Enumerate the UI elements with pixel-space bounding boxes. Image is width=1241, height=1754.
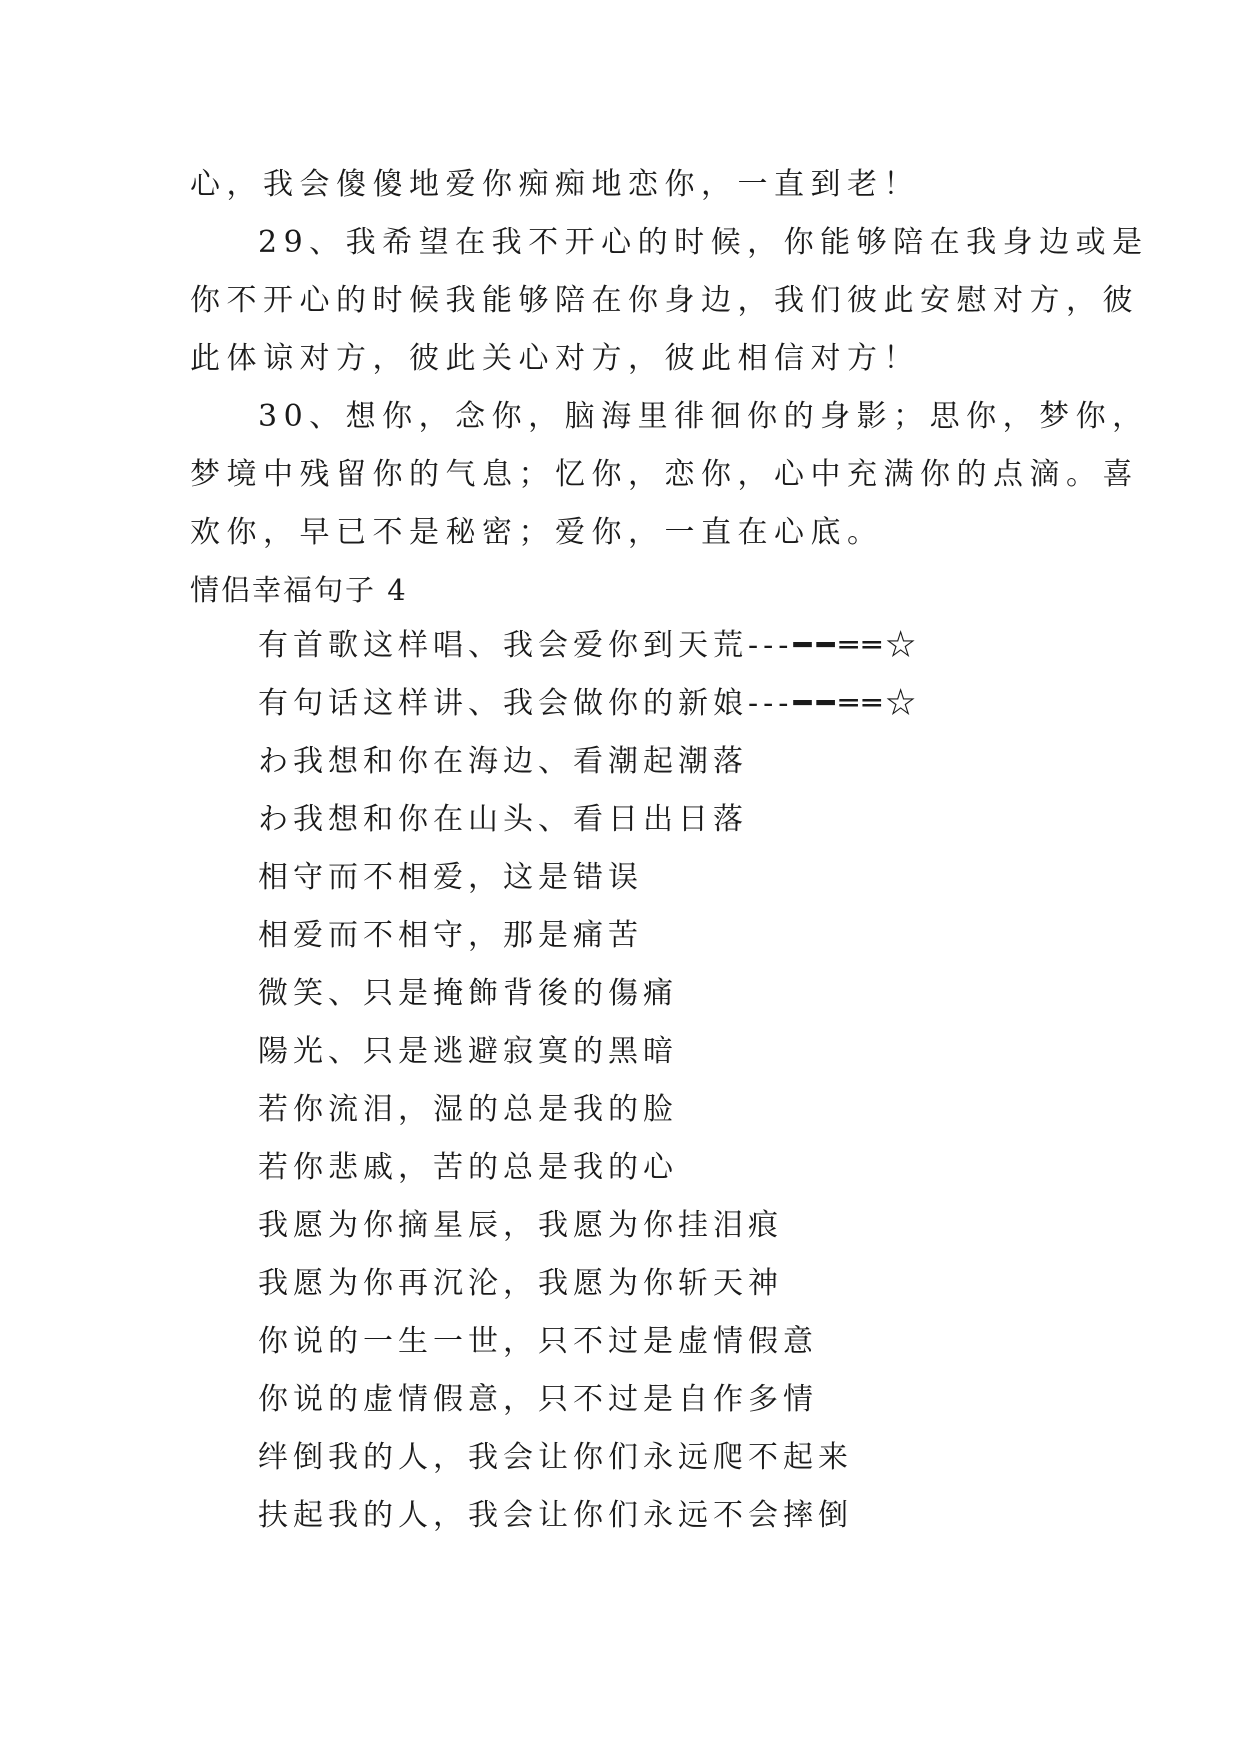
section-heading: 情侣幸福句子 4	[190, 573, 408, 607]
poem-line: 我愿为你摘星辰，我愿为你挂泪痕	[258, 1208, 783, 1243]
poem-line: 你说的虚情假意，只不过是自作多情	[258, 1382, 818, 1417]
paragraph-29-line-2: 你不开心的时候我能够陪在你身边，我们彼此安慰对方，彼	[190, 283, 1139, 318]
paragraph-29-line-1: 29、我希望在我不开心的时候，你能够陪在我身边或是	[258, 225, 1149, 260]
poem-line: 扶起我的人，我会让你们永远不会摔倒	[258, 1498, 853, 1533]
poem-line: 绊倒我的人，我会让你们永远爬不起来	[258, 1440, 853, 1475]
paragraph-28-tail: 心，我会傻傻地爱你痴痴地恋你，一直到老！	[190, 167, 920, 202]
poem-line: 相爱而不相守，那是痛苦	[258, 918, 643, 953]
poem-line: 相守而不相爱，这是错误	[258, 860, 643, 895]
poem-line: 我愿为你再沉沦，我愿为你斩天神	[258, 1266, 783, 1301]
paragraph-30-line-3: 欢你，早已不是秘密；爱你，一直在心底。	[190, 515, 884, 550]
paragraph-30-line-1: 30、想你，念你，脑海里徘徊你的身影；思你，梦你，	[258, 399, 1149, 434]
poem-line: 微笑、只是掩飾背後的傷痛	[258, 976, 678, 1011]
poem-line: 你说的一生一世，只不过是虚情假意	[258, 1324, 818, 1359]
poem-line: 有句话这样讲、我会做你的新娘---━━══☆	[258, 686, 921, 721]
paragraph-30-line-2: 梦境中残留你的气息；忆你，恋你，心中充满你的点滴。喜	[190, 457, 1139, 492]
poem-line: 陽光、只是逃避寂寞的黑暗	[258, 1034, 678, 1069]
poem-line: 有首歌这样唱、我会爱你到天荒---━━══☆	[258, 628, 921, 663]
paragraph-29-line-3: 此体谅对方，彼此关心对方，彼此相信对方！	[190, 341, 920, 376]
poem-line: 若你悲戚，苦的总是我的心	[258, 1150, 678, 1185]
poem-line: わ我想和你在海边、看潮起潮落	[258, 744, 748, 779]
poem-line: わ我想和你在山头、看日出日落	[258, 802, 748, 837]
poem-line: 若你流泪，湿的总是我的脸	[258, 1092, 678, 1127]
